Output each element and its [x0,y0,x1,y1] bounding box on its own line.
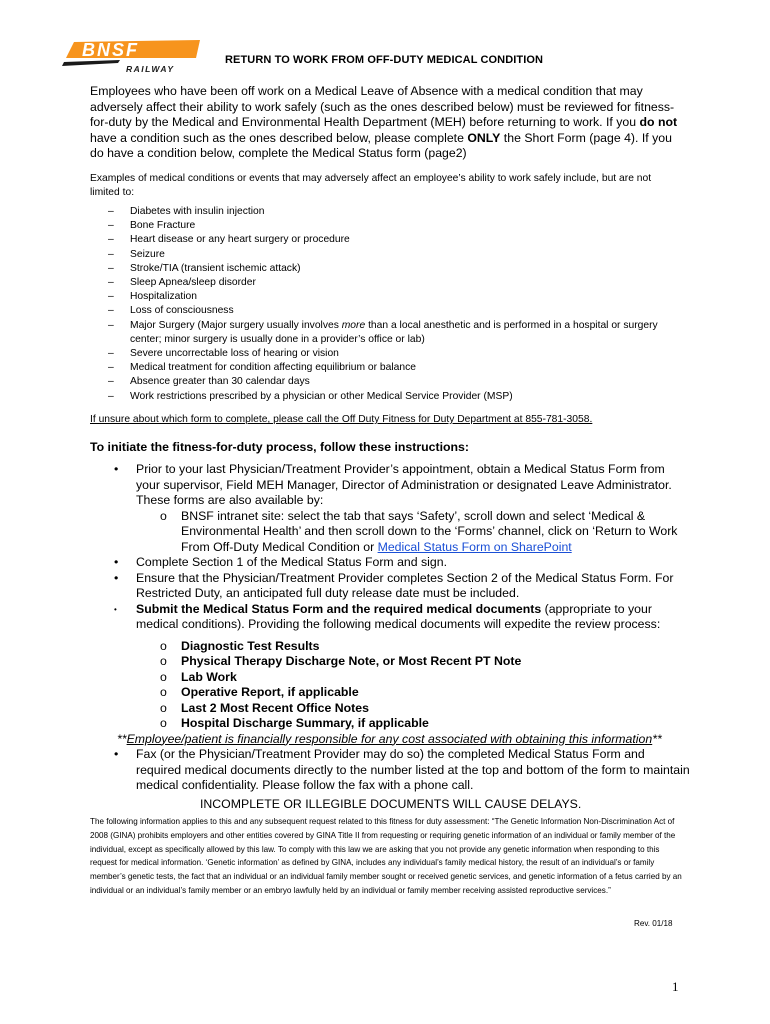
dash-bullet: – [108,234,114,246]
dash-bullet: – [108,262,114,274]
instruction-item [90,462,690,509]
bullet-icon: • [114,570,119,585]
document-title: RETURN TO WORK FROM OFF-DUTY MEDICAL CONDITION [225,54,544,66]
intro-paragraph [90,84,680,162]
dash-bullet: – [108,376,114,388]
instruction-subtext: BNSF intranet site: select the tab that says ‘Safety’, scroll down and select ‘Medical & Environmental Health’ and then scroll down to the ‘Forms’ channel, click on ‘Return to Work From Off-Duty Medical Condition or [181,508,678,554]
document-label: Operative Report, if applicable [181,685,359,699]
condition-text: Major Surgery (Major surgery usually involves [130,319,342,331]
bnsf-logo [62,36,202,76]
instructions-list [90,462,690,794]
circle-bullet-icon: o [160,669,167,684]
intro-text-2: have a condition such as the ones described below, please complete [90,130,468,145]
dash-bullet: – [108,390,114,402]
dash-bullet: – [108,348,114,360]
note-text: Employee/patient is financially responsible for any cost associated with obtaining this information [126,731,653,746]
examples-intro: Examples of medical conditions or events that may adversely affect an employee’s ability to work safely include, but are not limited to: [90,173,652,198]
document-label: Last 2 Most Recent Office Notes [181,700,369,715]
instruction-text: Ensure that the Physician/Treatment Provider completes Section 2 of the Medical Status Form. For Restricted Duty, an anticipated full duty release date must be included. [136,570,674,600]
incomplete-warning: INCOMPLETE OR ILLEGIBLE DOCUMENTS WILL CAUSE DELAYS. [200,797,582,811]
document-item [90,701,690,717]
list-item [90,375,680,389]
condition-text: Heart disease or any heart surgery or procedure [130,234,350,246]
logo-underline [62,60,120,66]
document-item [90,716,690,732]
document-item [90,654,690,670]
note-marker: ** [652,731,662,746]
gina-disclaimer: The following information applies to this and any subsequent request related to this fitness for duty assessment: “The Genetic Information Non-Discrimination Act of 2008 (GINA) prohibits employers and other entities covered by GINA Title II from requesting or requiring genetic information of an individual or family member of the individual, except as specifically allowed by this law. To comply with this law we are asking that you not provide any genetic information when responding to this request for medical information. ‘Genetic information’ as defined by GINA, includes any individual’s family medical history, the result of an individual’s or family member’s genetic tests, the fact that an individual or an individual family member sought or received genetic services, and genetic information of a fetus carried by an individual or an individual’s family member or an embryo lawfully held by an individual or family member receiving assisted reproductive services.” [90,817,682,895]
instruction-text: (appropriate to your medical conditions). Providing the following medical documents will expedite the review process: [136,601,661,631]
bullet-icon: • [114,604,117,614]
intro-text-3: the Short Form (page 4). If you do have a condition below, complete the Medical Status form (page2) [90,130,672,161]
conditions-list [90,205,680,404]
intro-text-1: Employees who have been off work on a Medical Leave of Absence with a medical condition that may adversely affect their ability to work safely (such as the ones described below) must be reviewed for fitness-for-duty by the Medical and Environmental Health Department (MEH) before returning to work. If you [90,84,675,130]
instruction-text: Complete Section 1 of the Medical Status Form and sign. [136,555,447,569]
condition-text: Diabetes with insulin injection [130,206,265,217]
dash-bullet: – [108,291,114,303]
instructions-heading: To initiate the fitness-for-duty process, follow these instructions: [90,440,469,454]
sharepoint-link[interactable]: Medical Status Form on SharePoint [377,539,572,554]
condition-text: Work restrictions prescribed by a physician or other Medical Service Provider (MSP) [130,390,513,402]
instruction-bold: Submit the Medical Status Form and the required medical documents [136,601,542,616]
logo-brand: BNSF [82,40,139,60]
page-number: 1 [672,979,679,994]
dash-bullet: – [108,362,114,374]
document-label: Lab Work [181,669,237,684]
condition-text: Bone Fracture [130,220,196,232]
list-item [90,290,680,304]
list-item [90,248,680,262]
dash-bullet: – [108,305,114,317]
document-item [90,685,690,701]
bullet-icon: • [114,555,119,569]
revision-label: Rev. 01/18 [634,919,673,928]
condition-text: Hospitalization [130,291,197,303]
list-item [90,319,680,347]
list-item [90,361,680,375]
condition-text: Medical treatment for condition affecting equilibrium or balance [130,362,416,374]
instruction-subitem [90,509,690,556]
instruction-item [90,571,690,602]
unsure-notice: If unsure about which form to complete, please call the Off Duty Fitness for Duty Department at 855-781-3058. [90,414,593,425]
instruction-text: Prior to your last Physician/Treatment Provider’s appointment, obtain a Medical Status Form from your supervisor, Field MEH Manager, Director of Administration or designated Leave Administrator. These forms are also available by: [136,462,672,507]
cost-note [90,732,690,748]
bullet-icon: • [114,462,119,476]
condition-text: Absence greater than 30 calendar days [130,376,310,388]
logo-subtitle: RAILWAY [126,64,175,74]
circle-bullet-icon: o [160,654,167,668]
dash-bullet: – [108,277,114,289]
condition-text: Seizure [130,248,165,260]
instruction-item [90,747,690,794]
list-item [90,390,680,404]
instruction-item [90,602,690,633]
condition-text: than a local anesthetic and is performed in a hospital or surgery center; minor surgery is usually done in a provider’s office or lab) [130,319,658,345]
condition-text: Loss of consciousness [130,305,234,317]
bullet-icon: • [114,747,119,761]
dash-bullet: – [108,206,114,217]
circle-bullet-icon: o [160,508,167,523]
instruction-text: Fax (or the Physician/Treatment Provider may do so) the completed Medical Status Form and required medical documents directly to the number listed at the top and bottom of the form to maintain medical confidentiality. Please follow the fax with a phone call. [136,747,690,792]
condition-emphasis: more [341,319,366,331]
intro-do-not: do not [639,115,678,130]
dash-bullet: – [108,220,114,232]
document-label: Diagnostic Test Results [181,638,320,653]
instruction-item [90,555,690,571]
document-item [90,639,690,655]
condition-text: Stroke/TIA (transient ischemic attack) [130,262,301,274]
dash-bullet: – [108,319,114,331]
list-item [90,233,680,247]
note-marker: ** [117,731,127,746]
list-item [90,262,680,276]
list-item [90,304,680,318]
list-item [90,205,680,219]
circle-bullet-icon: o [160,638,167,653]
list-item [90,347,680,361]
list-item [90,276,680,290]
circle-bullet-icon: o [160,685,167,699]
intro-only: ONLY [467,130,501,145]
document-item [90,670,690,686]
circle-bullet-icon: o [160,700,167,715]
condition-text: Sleep Apnea/sleep disorder [130,277,256,289]
condition-text: Severe uncorrectable loss of hearing or vision [130,348,339,360]
document-label: Hospital Discharge Summary, if applicable [181,716,429,730]
list-item [90,219,680,233]
dash-bullet: – [108,248,114,260]
circle-bullet-icon: o [160,716,167,730]
document-label: Physical Therapy Discharge Note, or Most Recent PT Note [181,654,522,668]
